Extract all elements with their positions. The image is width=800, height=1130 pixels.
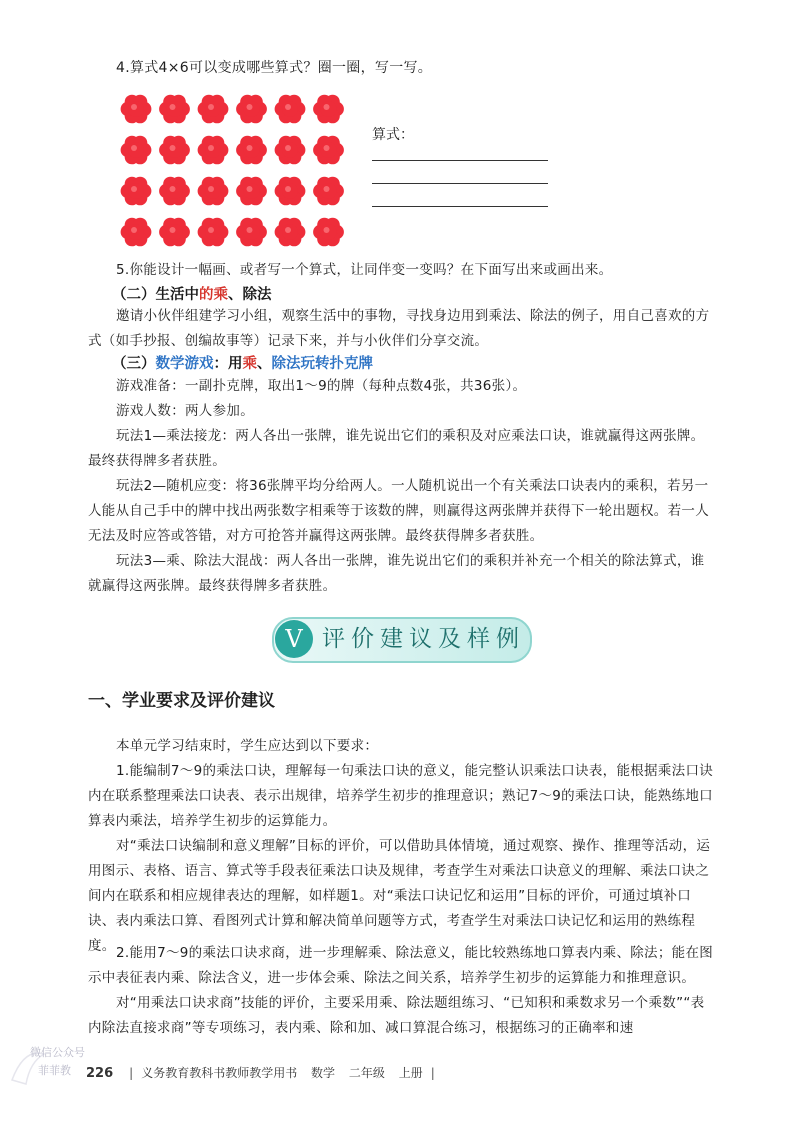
footer-book-title: 义务教育教科书教师教学用书 — [141, 1066, 298, 1080]
flower — [198, 177, 229, 206]
answer-line — [372, 206, 548, 207]
heading-part: 、 — [257, 356, 272, 372]
flower — [313, 177, 344, 206]
answer-line — [372, 160, 548, 161]
flower — [159, 136, 190, 165]
flower — [198, 95, 229, 124]
flower — [121, 136, 152, 165]
flower — [121, 95, 152, 124]
footer-grade: 二年级 — [348, 1066, 385, 1080]
banner-numeral: V — [275, 620, 313, 658]
heading-part: 乘 — [242, 356, 257, 372]
flower — [236, 95, 267, 124]
game-prep: 游戏准备：一副扑克牌，取出1～9的牌（每种点数4张，共36张）。 — [116, 378, 527, 394]
footer-separator: | — [129, 1066, 134, 1080]
game-players: 游戏人数：两人参加。 — [116, 403, 254, 419]
flower — [121, 177, 152, 206]
watermark-text: 微信公众号 — [30, 1046, 85, 1059]
flower — [275, 95, 306, 124]
heading-part: （三） — [112, 356, 156, 372]
game-play-3: 玩法3—乘、除法大混战：两人各出一张牌，谁先说出它们的乘积并补充一个相关的除法算式，谁就赢得这两张牌。最终获得牌多者获胜。 — [88, 553, 705, 594]
section-1-heading: 一、学业要求及评价建议 — [88, 691, 275, 711]
heading-part: 数学游戏 — [155, 356, 214, 372]
flower — [236, 177, 267, 206]
requirement-1: 1.能编制7～9的乘法口诀，理解每一句乘法口诀的意义，能完整认识乘法口诀表，能根据乘法口诀内在联系整理乘法口诀表、表示出规律，培养学生初步的推理意识；熟记7～9的乘法口诀，能熟练地口算表内乘法，培养学生初步的运算能力。 — [88, 763, 714, 829]
section-2-heading — [112, 284, 272, 306]
flower — [275, 136, 306, 165]
heading-part: （二）生活中 — [112, 287, 199, 303]
formula-label: 算式： — [372, 127, 414, 143]
flower — [313, 95, 344, 124]
requirement-1-evaluation: 对“乘法口诀编制和意义理解”目标的评价，可以借助具体情境，通过观察、操作、推理等活动，运用图示、表格、语言、算式等手段表征乘法口诀及规律，考查学生对乘法口诀意义的理解、乘法口诀之间内在联系和相应规律表达的理解，如样题1。对“乘法口诀记忆和运用”目标的评价，可通过填补口诀、表内乘法口算、看图列式计算和解决简单问题等方式，考查学生对乘法口诀记忆和运用的熟练程度。 — [88, 838, 711, 954]
heading-part: 、除法 — [228, 287, 272, 303]
heading-part: 除法玩转扑克牌 — [271, 356, 373, 372]
flower — [313, 218, 344, 247]
page-footer — [86, 1064, 443, 1081]
footer-separator: | — [430, 1066, 435, 1080]
flower — [275, 218, 306, 247]
flower — [121, 218, 152, 247]
game-play-2: 玩法2—随机应变：将36张牌平均分给两人。一人随机说出一个有关乘法口诀表内的乘积，若另一人能从自己手中的牌中找出两张数字相乘等于该数的牌，则赢得这两张牌并获得下一轮出题权。若一人无法及时应答或答错，对方可抢答并赢得这两张牌。最终获得牌多者获胜。 — [88, 478, 709, 544]
question-4-title: 4.算式4×6可以变成哪些算式？圈一圈，写一写。 — [116, 60, 433, 76]
flower-array-image — [116, 88, 356, 260]
flower — [275, 177, 306, 206]
page-number: 226 — [86, 1066, 114, 1081]
flower — [159, 218, 190, 247]
footer-volume: 上册 — [398, 1066, 423, 1080]
flower — [159, 95, 190, 124]
game-play-1: 玩法1—乘法接龙：两人各出一张牌，谁先说出它们的乘积及对应乘法口诀，谁就赢得这两张牌。最终获得牌多者获胜。 — [88, 428, 705, 469]
requirement-2-evaluation: 对“用乘法口诀求商”技能的评价，主要采用乘、除法题组练习、“已知积和乘数求另一个乘数”“表内除法直接求商”等专项练习，表内乘、除和加、减口算混合练习，根据练习的正确率和速 — [88, 995, 705, 1036]
section-3-heading — [112, 353, 373, 375]
answer-line — [372, 183, 548, 184]
heading-part: ：用 — [213, 356, 243, 372]
flower — [236, 136, 267, 165]
section-1-intro: 本单元学习结束时，学生应达到以下要求： — [116, 738, 379, 754]
flower — [198, 218, 229, 247]
watermark-text: 菲菲教 — [38, 1064, 71, 1077]
flower — [236, 218, 267, 247]
footer-subject: 数学 — [311, 1066, 336, 1080]
heading-part: 的乘 — [199, 287, 228, 303]
question-5-text: 5.你能设计一幅画、或者写一个算式，让同伴变一变吗？在下面写出来或画出来。 — [116, 262, 613, 278]
flower — [313, 136, 344, 165]
flower — [198, 136, 229, 165]
banner-title: 评价建议及样例 — [322, 626, 525, 652]
section-2-paragraph: 邀请小伙伴组建学习小组，观察生活中的事物，寻找身边用到乘法、除法的例子，用自己喜欢的方式（如手抄报、创编故事等）记录下来，并与小伙伴们分享交流。 — [88, 308, 710, 349]
flower — [159, 177, 190, 206]
requirement-2: 2.能用7～9的乘法口诀求商，进一步理解乘、除法意义，能比较熟练地口算表内乘、除法；能在图示中表征表内乘、除法含义，进一步体会乘、除法之间关系，培养学生初步的运算能力和推理意识。 — [88, 945, 714, 986]
